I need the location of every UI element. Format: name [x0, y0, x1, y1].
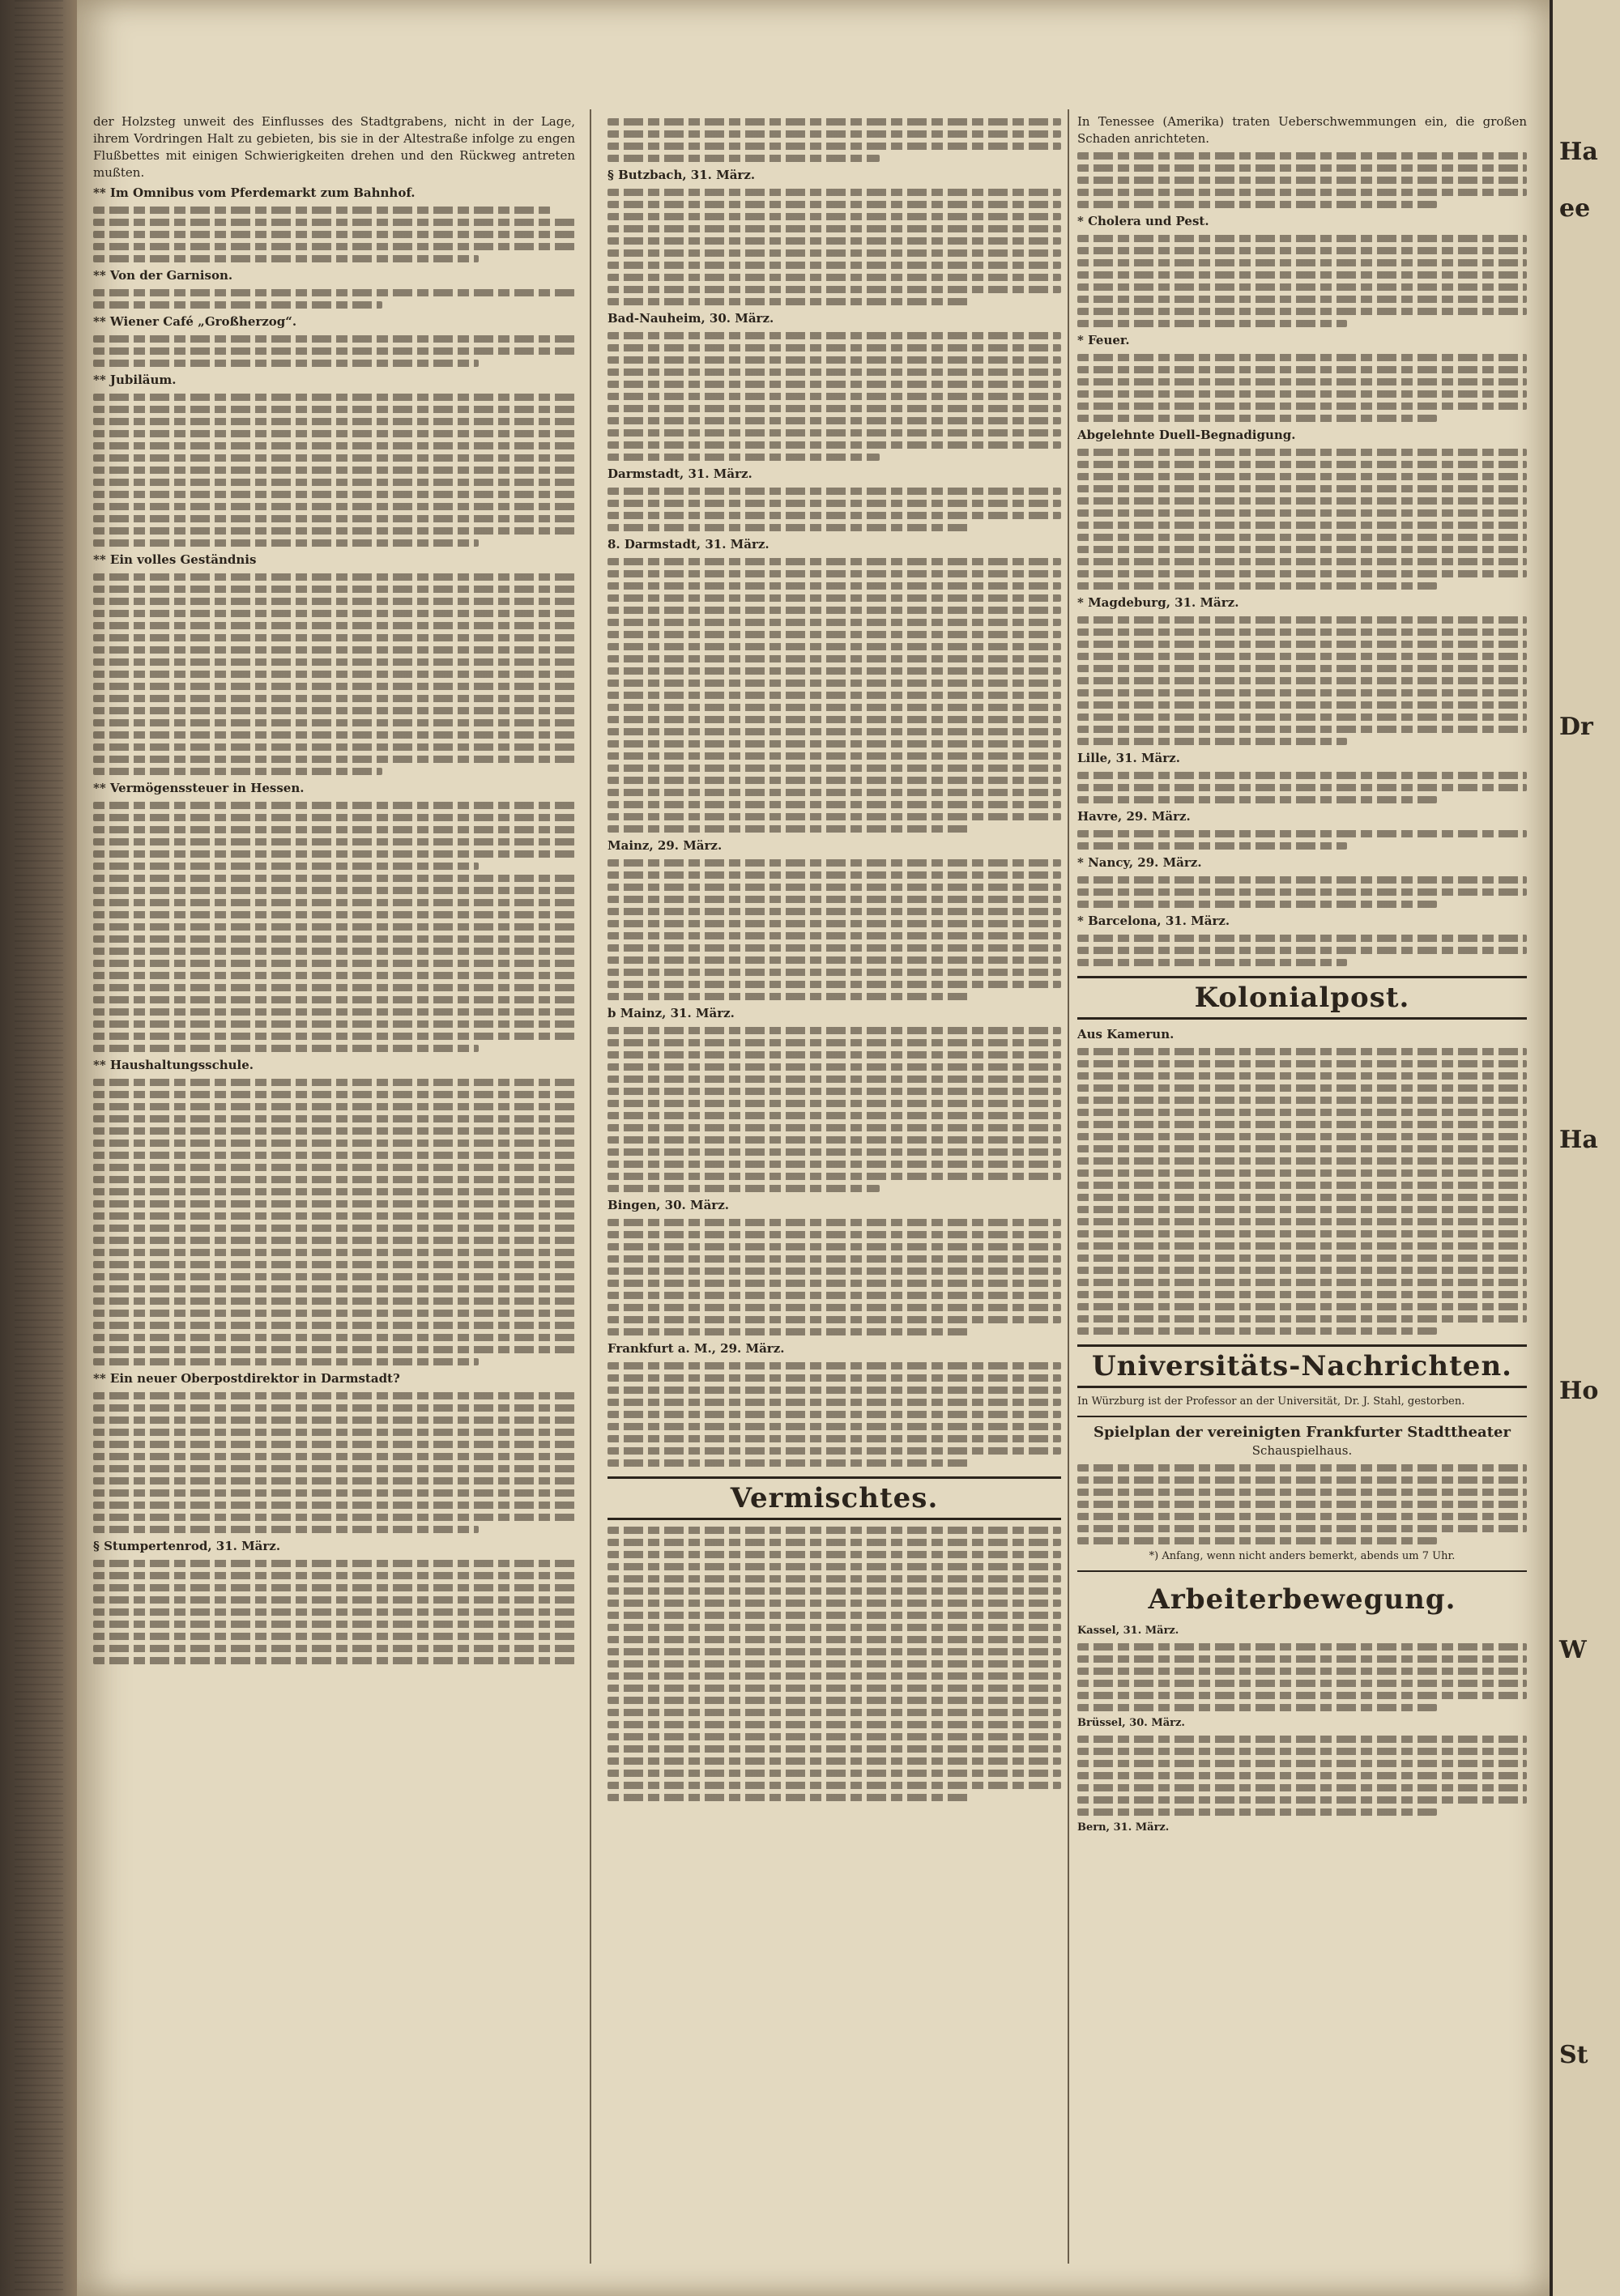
article-heading: * Feuer.: [1077, 333, 1130, 347]
article: [608, 536, 1061, 833]
article-heading: § Stumpertenrod, 31. März.: [93, 1539, 281, 1553]
article-heading: ** Von der Garnison.: [93, 268, 233, 283]
article: [1077, 808, 1527, 850]
column-rule: [1068, 109, 1069, 2264]
article-heading: * Magdeburg, 31. März.: [1077, 595, 1239, 610]
article: [93, 1538, 575, 1664]
article-heading: Mainz, 29. März.: [608, 838, 723, 853]
article-heading: * Nancy, 29. März.: [1077, 855, 1202, 870]
article-heading: Frankfurt a. M., 29. März.: [608, 1341, 785, 1356]
article: [93, 313, 575, 367]
spielplan-title: Spielplan der vereinigten Frankfurter Stadttheater: [1094, 1424, 1511, 1441]
article: [93, 1057, 575, 1365]
article-heading: ** Haushaltungsschule.: [93, 1058, 254, 1072]
article-heading: Havre, 29. März.: [1077, 809, 1191, 824]
article: [93, 267, 575, 309]
article-heading: 8. Darmstadt, 31. März.: [608, 537, 770, 552]
section-heading-kolonialpost: Kolonialpost.: [1077, 976, 1527, 1020]
next-page-edge: Ha ee Dr Ha Ho W St: [1550, 0, 1620, 2296]
article-heading: Bingen, 30. März.: [608, 1198, 729, 1212]
article: [608, 466, 1061, 531]
article: [608, 310, 1061, 461]
article-heading: Brüssel, 30. März.: [1077, 1717, 1185, 1729]
article-heading: Bad-Nauheim, 30. März.: [608, 311, 774, 326]
book-binding: [0, 0, 77, 2296]
article-heading: * Cholera und Pest.: [1077, 214, 1209, 228]
column-rule: [590, 109, 591, 2264]
divider: [1077, 1570, 1527, 1572]
article-heading: Kassel, 31. März.: [1077, 1625, 1179, 1637]
article-heading: Bern, 31. März.: [1077, 1821, 1170, 1834]
spielplan-note: *) Anfang, wenn nicht anders bemerkt, abends um 7 Uhr.: [1149, 1550, 1456, 1562]
article-heading: b Mainz, 31. März.: [608, 1006, 735, 1020]
article: [1077, 913, 1527, 966]
article-heading: ** Wiener Café „Großherzog“.: [93, 314, 297, 329]
article-text: der Holzsteg unweit des Einflusses des Stadtgrabens, nicht in der Lage, ihrem Vordringen Halt zu gebieten, bis sie in der Altestraße infolge zu engen Flußbettes mit einigen Schwierigkeiten drehen und den Rückweg antreten mußten.: [93, 114, 575, 180]
article-heading: Darmstadt, 31. März.: [608, 466, 752, 481]
article-heading: Aus Kamerun.: [1077, 1027, 1174, 1042]
article: [1077, 854, 1527, 908]
article: [93, 552, 575, 775]
article-heading: Abgelehnte Duell-Begnadigung.: [1077, 428, 1296, 442]
article: [93, 780, 575, 1052]
section-heading-arbeiterbewegung: Arbeiterbewegung.: [1148, 1583, 1456, 1616]
column-3: [1077, 113, 1527, 2251]
section-heading-vermischtes: Vermischtes.: [608, 1476, 1061, 1520]
article: [608, 837, 1061, 1000]
article: [608, 1197, 1061, 1335]
column-2: [608, 113, 1061, 2251]
article-heading: Lille, 31. März.: [1077, 751, 1180, 765]
article: [1077, 594, 1527, 745]
article: [1077, 427, 1527, 590]
section-heading-universitaet: Universitäts-Nachrichten.: [1077, 1344, 1527, 1388]
column-1: [93, 113, 575, 2251]
article: [1077, 332, 1527, 422]
article: [608, 1005, 1061, 1192]
article-heading: ** Vermögenssteuer in Hessen.: [93, 781, 305, 795]
article: [1077, 213, 1527, 327]
article-heading: § Butzbach, 31. März.: [608, 168, 756, 182]
article: [608, 167, 1061, 305]
article: [93, 372, 575, 547]
article: [93, 185, 575, 262]
article: [1077, 750, 1527, 803]
article: [608, 1340, 1061, 1467]
article-text: In Tenessee (Amerika) traten Ueberschwemmungen ein, die großen Schaden anrichteten.: [1077, 114, 1527, 146]
divider: [1077, 1416, 1527, 1417]
article-heading: ** Ein volles Geständnis: [93, 552, 257, 567]
article-text: In Würzburg ist der Professor an der Universität, Dr. J. Stahl, gestorben.: [1077, 1395, 1465, 1408]
spielplan-subtitle: Schauspielhaus.: [1251, 1443, 1353, 1458]
article-heading: ** Jubiläum.: [93, 373, 177, 387]
article-heading: ** Ein neuer Oberpostdirektor in Darmstadt?: [93, 1371, 400, 1386]
article-heading: ** Im Omnibus vom Pferdemarkt zum Bahnhof.: [93, 185, 416, 200]
article: [93, 1370, 575, 1533]
article-heading: * Barcelona, 31. März.: [1077, 914, 1230, 928]
